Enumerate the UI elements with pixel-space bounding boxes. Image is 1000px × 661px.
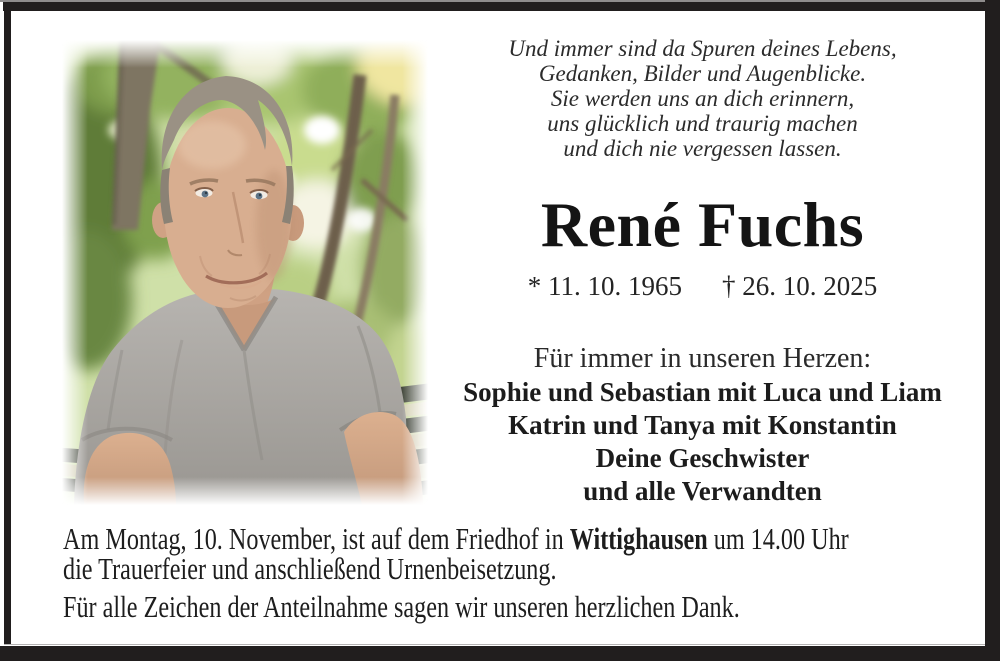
poem-line: Und immer sind da Spuren deines Lebens,	[508, 36, 897, 61]
death-cross-symbol: †	[722, 271, 736, 301]
death-date-value: 26. 10. 2025	[742, 271, 878, 301]
memorial-poem	[450, 36, 955, 161]
family-intro: Für immer in unseren Herzen:	[533, 343, 872, 374]
deceased-name: René Fuchs	[540, 189, 865, 260]
poem-line: uns glücklich und traurig machen	[547, 111, 858, 136]
right-column	[450, 0, 955, 508]
poem-line: Sie werden uns an dich erinnern,	[550, 86, 855, 111]
poem-line: und dich nie vergessen lassen.	[563, 136, 842, 161]
frame-hairline-bottom	[4, 644, 985, 645]
mourners-list	[450, 376, 955, 508]
thanks-line: Für alle Zeichen der Anteilnahme sagen wir unseren herzlichen Dank.	[63, 589, 740, 624]
funeral-line1-prefix: Am Montag, 10. November, ist auf dem Friedhof in	[63, 521, 570, 556]
death-date	[722, 271, 877, 301]
birth-date-value: 11. 10. 1965	[548, 271, 682, 301]
funeral-line-1	[63, 521, 999, 556]
portrait-photo-illustration	[62, 40, 428, 505]
frame-left-bar	[4, 2, 11, 644]
life-dates	[450, 271, 955, 302]
funeral-location: Wittighausen	[569, 521, 708, 556]
mourners-line: Deine Geschwister	[595, 443, 810, 473]
mourners-line: Katrin und Tanya mit Konstantin	[508, 410, 897, 440]
frame-bottom-bar	[0, 646, 1000, 661]
portrait-photo	[62, 40, 428, 505]
mourners-line: Sophie und Sebastian mit Luca und Liam	[463, 377, 942, 407]
poem-line: Gedanken, Bilder und Augenblicke.	[538, 61, 867, 86]
funeral-line1-suffix: um 14.00 Uhr	[707, 521, 849, 556]
birth-star-symbol: *	[527, 271, 542, 301]
funeral-information	[63, 521, 999, 624]
birth-date	[528, 271, 682, 301]
mourners-line: und alle Verwandten	[583, 476, 822, 506]
funeral-line-2: die Trauerfeier und anschließend Urnenbeisetzung.	[63, 550, 557, 586]
